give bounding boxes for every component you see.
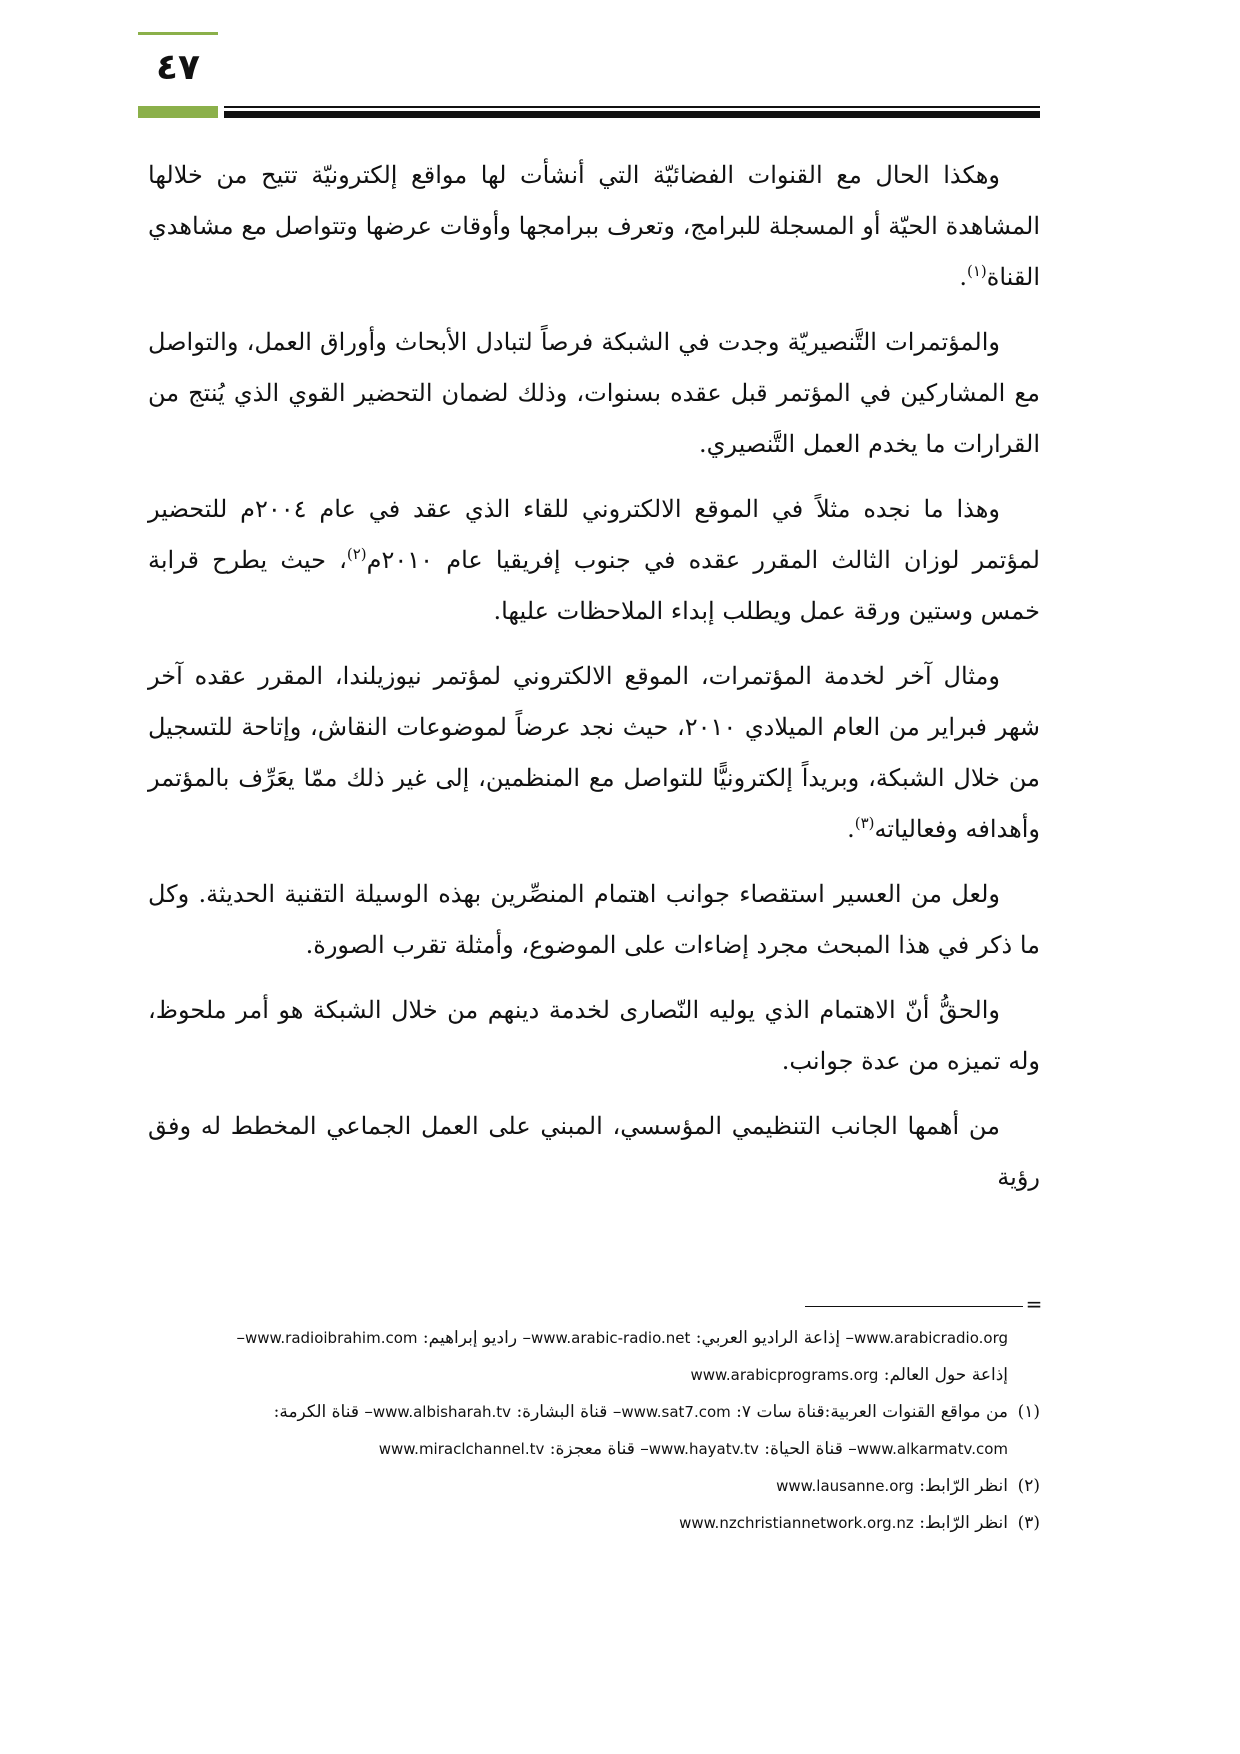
footnote-2: (٢)انظر الرّابط: www.lausanne.org xyxy=(148,1468,1040,1505)
page-number-top-accent xyxy=(138,32,218,35)
footnote-link: www.lausanne.org xyxy=(776,1477,914,1495)
footnote-3: (٣)انظر الرّابط: www.nzchristiannetwork.org.nz xyxy=(148,1505,1040,1542)
footnote-link: www.hayatv.tv xyxy=(648,1440,759,1458)
footnotes xyxy=(148,1320,1040,1542)
footnote-link: www.miraclchannel.tv xyxy=(378,1440,545,1458)
footnote-number: (١) xyxy=(1017,1402,1040,1422)
footnote-link: www.nzchristiannetwork.org.nz xyxy=(679,1514,914,1532)
footnote-1: (١)من مواقع القنوات العربية:قناة سات ٧: www.sat7.com– قناة البشارة: www.albisharah.tv– قناة الكرمة: xyxy=(148,1394,1040,1431)
footnote-separator xyxy=(805,1306,1023,1307)
paragraph-5: ولعل من العسير استقصاء جوانب اهتمام المنصِّرين بهذه الوسيلة التقنية الحديثة. وكل ما ذكر في هذا المبحث مجرد إضاءات على الموضوع، وأمثلة تقرب الصورة. xyxy=(148,880,1040,959)
footnote-link: www.arabicradio.org xyxy=(853,1329,1008,1347)
header-green-block xyxy=(138,106,218,118)
footnote-link: www.albisharah.tv xyxy=(372,1403,512,1421)
footnote-ref-2: (٢) xyxy=(346,545,367,563)
footnote-ref-3: (٣) xyxy=(854,814,875,832)
footnote-link: www.arabic-radio.net xyxy=(530,1329,691,1347)
paragraph-6: والحقُّ أنّ الاهتمام الذي يوليه النّصارى لخدمة دينهم من خلال الشبكة هو أمر ملحوظ، وله تميزه من عدة جوانب. xyxy=(148,996,1040,1075)
page-number: ٤٧ xyxy=(156,47,200,88)
footnote-link: www.radioibrahim.com xyxy=(244,1329,418,1347)
footnote-link: www.alkarmatv.com xyxy=(856,1440,1008,1458)
footnote-number: (٣) xyxy=(1017,1513,1040,1533)
paragraph-4: ومثال آخر لخدمة المؤتمرات، الموقع الالكتروني لمؤتمر نيوزيلندا، المقرر عقده آخر شهر فبراير من العام الميلادي ٢٠١٠، حيث نجد عرضاً لموضوعات النقاش، وإتاحة للتسجيل من خلال الشبكة، وبريداً إلكترونيًّا للتواصل مع المنظمين، إلى غير ذلك ممّا يعَرِّف بالمؤتمر وأهدافه وفعالياته$^{(٣)}$. xyxy=(148,662,1040,843)
footnote-link: www.arabicprograms.org xyxy=(690,1366,879,1384)
body-text xyxy=(148,150,1040,1217)
paragraph-1: وهكذا الحال مع القنوات الفضائيّة التي أنشأت لها مواقع إلكترونيّة تتيح من خلالها المشاهدة الحيّة أو المسجلة للبرامج، وتعرف ببرامجها وأوقات عرضها وتتواصل مع مشاهدي القناة$^{(١)}$. xyxy=(148,161,1040,291)
footnote-continuation: www.arabicradio.org– إذاعة الراديو العربي: www.arabic-radio.net– راديو إبراهيم: www.radioibrahim.com– xyxy=(236,1328,1008,1348)
footnote-number: (٢) xyxy=(1017,1476,1040,1496)
paragraph-7: من أهمها الجانب التنظيمي المؤسسي، المبني على العمل الجماعي المخطط له وفق رؤية xyxy=(148,1112,1040,1191)
paragraph-2: والمؤتمرات التَّنصيريّة وجدت في الشبكة فرصاً لتبادل الأبحاث وأوراق العمل، والتواصل مع المشاركين في المؤتمر قبل عقده بسنوات، وذلك لضمان التحضير القوي الذي يُنتج من القرارات ما يخدم العمل التَّنصيري. xyxy=(148,328,1040,458)
footnote-continuation-2: إذاعة حول العالم: www.arabicprograms.org xyxy=(690,1365,1008,1385)
paragraph-3: وهذا ما نجده مثلاً في الموقع الالكتروني للقاء الذي عقد في عام ٢٠٠٤م للتحضير لمؤتمر لوزان الثالث المقرر عقده في جنوب إفريقيا عام ٢٠١٠م$^{(٢)}$، حيث يطرح قرابة خمس وستين ورقة عمل ويطلب إبداء الملاحظات عليها. xyxy=(148,495,1040,625)
header-rule-thin xyxy=(224,106,1040,108)
header-rule-thick xyxy=(224,111,1040,118)
footnote-ref-1: (١) xyxy=(966,262,987,280)
footnote-1-continued: www.alkarmatv.com– قناة الحياة: www.hayatv.tv– قناة معجزة: www.miraclchannel.tv xyxy=(378,1439,1008,1459)
footnote-link: www.sat7.com xyxy=(621,1403,731,1421)
footnote-continuation-mark: = xyxy=(1025,1292,1043,1316)
